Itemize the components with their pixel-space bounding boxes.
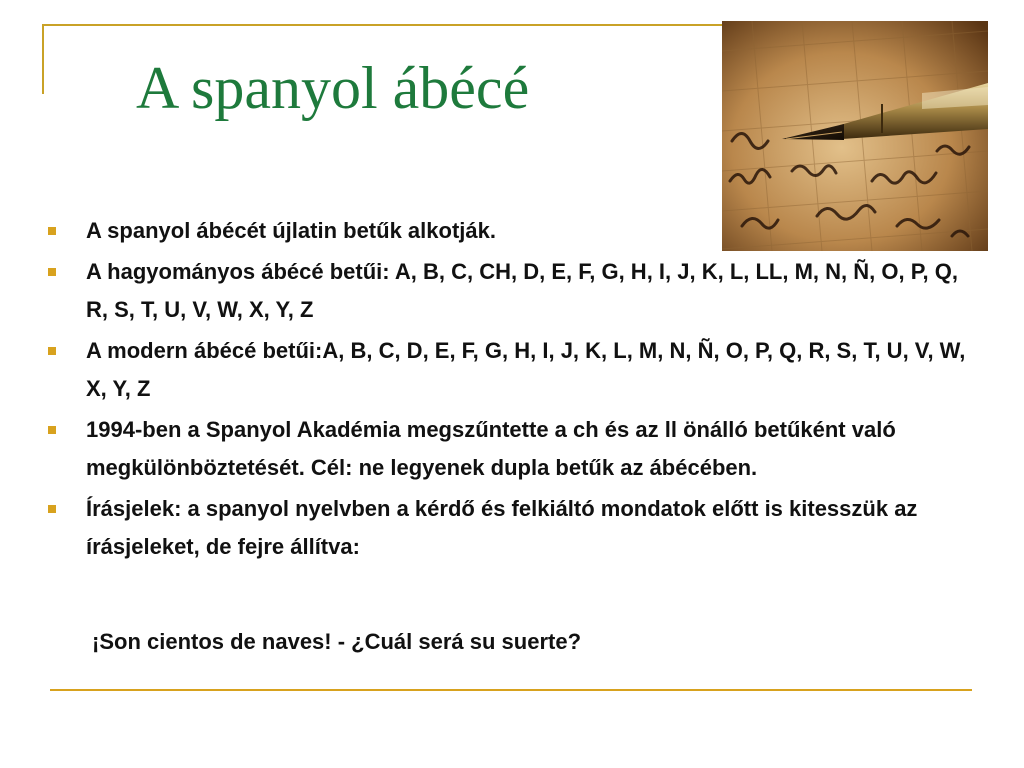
bullet-square-icon (48, 426, 56, 434)
slide-title: A spanyol ábécé (136, 55, 530, 121)
bullet-item (48, 253, 968, 329)
bullet-text: Írásjelek: a spanyol nyelvben a kérdő és felkiáltó mondatok előtt is kitesszük az írásjeleket, de fejre állítva: (86, 496, 918, 559)
bullet-text: A hagyományos ábécé betűi: A, B, C, CH, D, E, F, G, H, I, J, K, L, LL, M, N, Ñ, O, P, Q, R, S, T, U, V, W, X, Y, Z (86, 259, 958, 322)
bullet-item (48, 411, 968, 487)
bullet-text: 1994-ben a Spanyol Akadémia megszűntette a ch és az ll önálló betűként való megkülönböztetését. Cél: ne legyenek dupla betűk az ábécében. (86, 417, 896, 480)
bullet-square-icon (48, 268, 56, 276)
bullet-text: A modern ábécé betűi:A, B, C, D, E, F, G, H, I, J, K, L, M, N, Ñ, O, P, Q, R, S, T, U, V, W, X, Y, Z (86, 338, 966, 401)
example-sentence: ¡Son cientos de naves! - ¿Cuál será su suerte? (92, 629, 582, 654)
bullet-square-icon (48, 227, 56, 235)
bullet-square-icon (48, 505, 56, 513)
bottom-rule (50, 689, 972, 691)
bullet-list (48, 212, 968, 569)
bullet-item (48, 490, 968, 566)
frame-left-rule (42, 24, 44, 94)
bullet-square-icon (48, 347, 56, 355)
frame-top-rule (42, 24, 742, 26)
bullet-text: A spanyol ábécét újlatin betűk alkotják. (86, 218, 496, 243)
bullet-item (48, 212, 968, 250)
bullet-item (48, 332, 968, 408)
